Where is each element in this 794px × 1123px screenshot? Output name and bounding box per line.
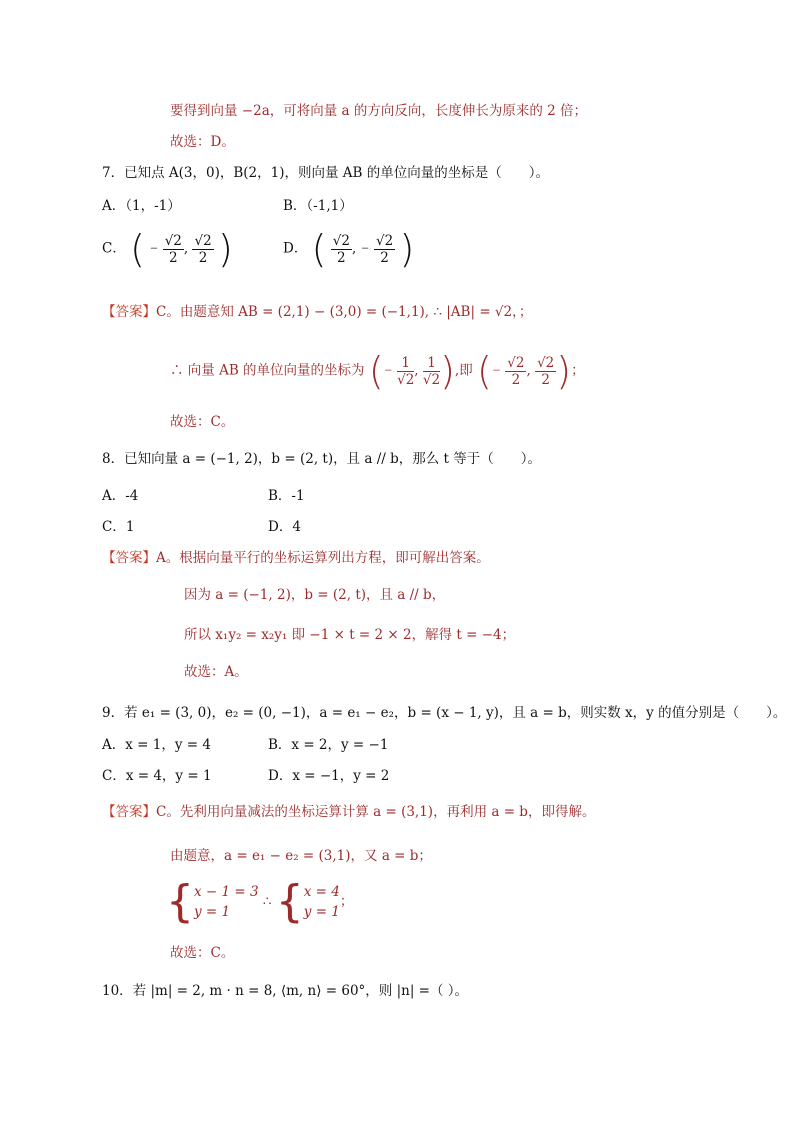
q8-answer-text: A。根据向量平行的坐标运算列出方程，即可解出答案。 [156,550,490,566]
q8-answer: 故选：A。 [184,664,248,680]
q7-answer-line2-a: ∴ 向量 AB 的单位向量的坐标为 [170,362,365,379]
answer-tag: 【答案】 [102,550,156,566]
frac-den: 2 [511,371,521,388]
q7-answer-line2: ∴ 向量 AB 的单位向量的坐标为 (− $\frac{1}{√2}$ , $\frac{1}{√2}$ ),即 (− $\frac{√2}{2}$ , $\frac{√2}{2}$ )； [170,349,585,393]
q9-option-d: D．x = −1，y = 2 [268,768,390,784]
q7-option-b: B．（-1,1） [283,198,353,214]
frac-num: √2 [332,232,350,249]
q9-option-a: A．x = 1，y = 4 [102,737,211,753]
q9-option-b: B．x = 2，y = −1 [268,737,389,753]
sys1-row2: y = 1 [194,904,231,920]
q9-answer: 故选：C。 [170,945,235,961]
frac-num: √2 [537,354,555,371]
q7-answer-text: C。由题意知 AB = (2,1) − (3,0) = (−1,1), ∴ |AB| = √2，； [156,304,533,320]
answer-tag: 【答案】 [102,804,156,820]
q8-answer-line2: 因为 a = (−1, 2)，b = (2, t)，且 a // b， [184,587,446,603]
q9-answer-line1 [102,802,794,822]
q8-answer-line3: 所以 x₁y₂ = x₂y₁ 即 −1 × t = 2 × 2，解得 t = −4； [184,627,516,643]
q7-stem: 7．已知点 A(3，0)，B(2，1)，则向量 AB 的单位向量的坐标是（ ）。 [102,165,549,181]
q7-answer-line1 [102,302,794,322]
q9-answer-line2: 由题意，a = e₁ − e₂ = (3,1)，又 a = b； [170,848,432,864]
frac-num: 1 [423,355,440,372]
q9-answer-text: C。先利用向量减法的坐标运算计算 a = (3,1)，再利用 a = b，即得解。 [156,804,596,820]
frac-num: 1 [397,355,414,372]
q8-option-c: C．1 [102,519,135,535]
q8-option-a: A．-4 [102,488,139,504]
sys2-row1: x = 4 [303,884,340,900]
q6-explanation: 要得到向量 −2a，可将向量 a 的方向反向，长度伸长为原来的 2 倍； [170,103,588,119]
frac-den: 2 [337,249,346,266]
q9-stem: 9．若 e₁ = (3, 0)，e₂ = (0, −1)，a = e₁ − e₂，b = (x − 1, y)，且 a = b，则实数 x，y 的值分别是（ ）。 [102,705,787,721]
q9-equation-system: { x − 1 = 3 y = 1 ∴ { x = 4 y = 1 ； [166,876,354,927]
frac-num: √2 [164,232,182,249]
q7-answer: 故选：C。 [170,414,235,430]
frac-den: 2 [168,249,178,266]
q7-answer-line2-b: 即 [459,362,473,379]
q10-stem: 10．若 |m| = 2, m · n = 8, ⟨m, n⟩ = 60°，则 |n| =（ ）。 [102,983,469,999]
frac-den: 2 [198,249,208,266]
semicolon: ； [339,893,354,910]
q8-option-b: B．-1 [268,488,305,504]
sys1-row1: x − 1 = 3 [194,884,259,900]
q7-option-d-label: D． [283,240,308,257]
q8-option-d: D．4 [268,519,301,535]
q7-option-d: D． ( $\frac{√2}{2}$ , − $\frac{√2}{2}$ ) [283,227,415,271]
q8-stem: 8．已知向量 a = (−1, 2)，b = (2, t)，且 a // b，那么 t 等于（ ）。 [102,451,542,467]
q9-option-c: C．x = 4，y = 1 [102,768,212,784]
q7-option-a: A．（1，-1） [102,198,181,214]
frac-num: √2 [375,232,394,249]
answer-tag: 【答案】 [102,304,156,320]
frac-num: √2 [507,354,525,371]
q8-answer-line1 [102,548,794,568]
q6-answer: 故选：D。 [170,134,235,150]
therefore-symbol: ∴ [262,893,272,910]
frac-den: √2 [422,371,441,388]
frac-den: 2 [541,371,550,388]
frac-den: √2 [397,371,415,388]
q7-option-c: C． ( − $\frac{√2}{2}$ , $\frac{√2}{2}$ ) [102,227,233,271]
sys2-row2: y = 1 [303,904,340,920]
frac-num: √2 [194,232,212,249]
q7-option-c-label: C． [102,240,126,257]
frac-den: 2 [380,249,389,266]
